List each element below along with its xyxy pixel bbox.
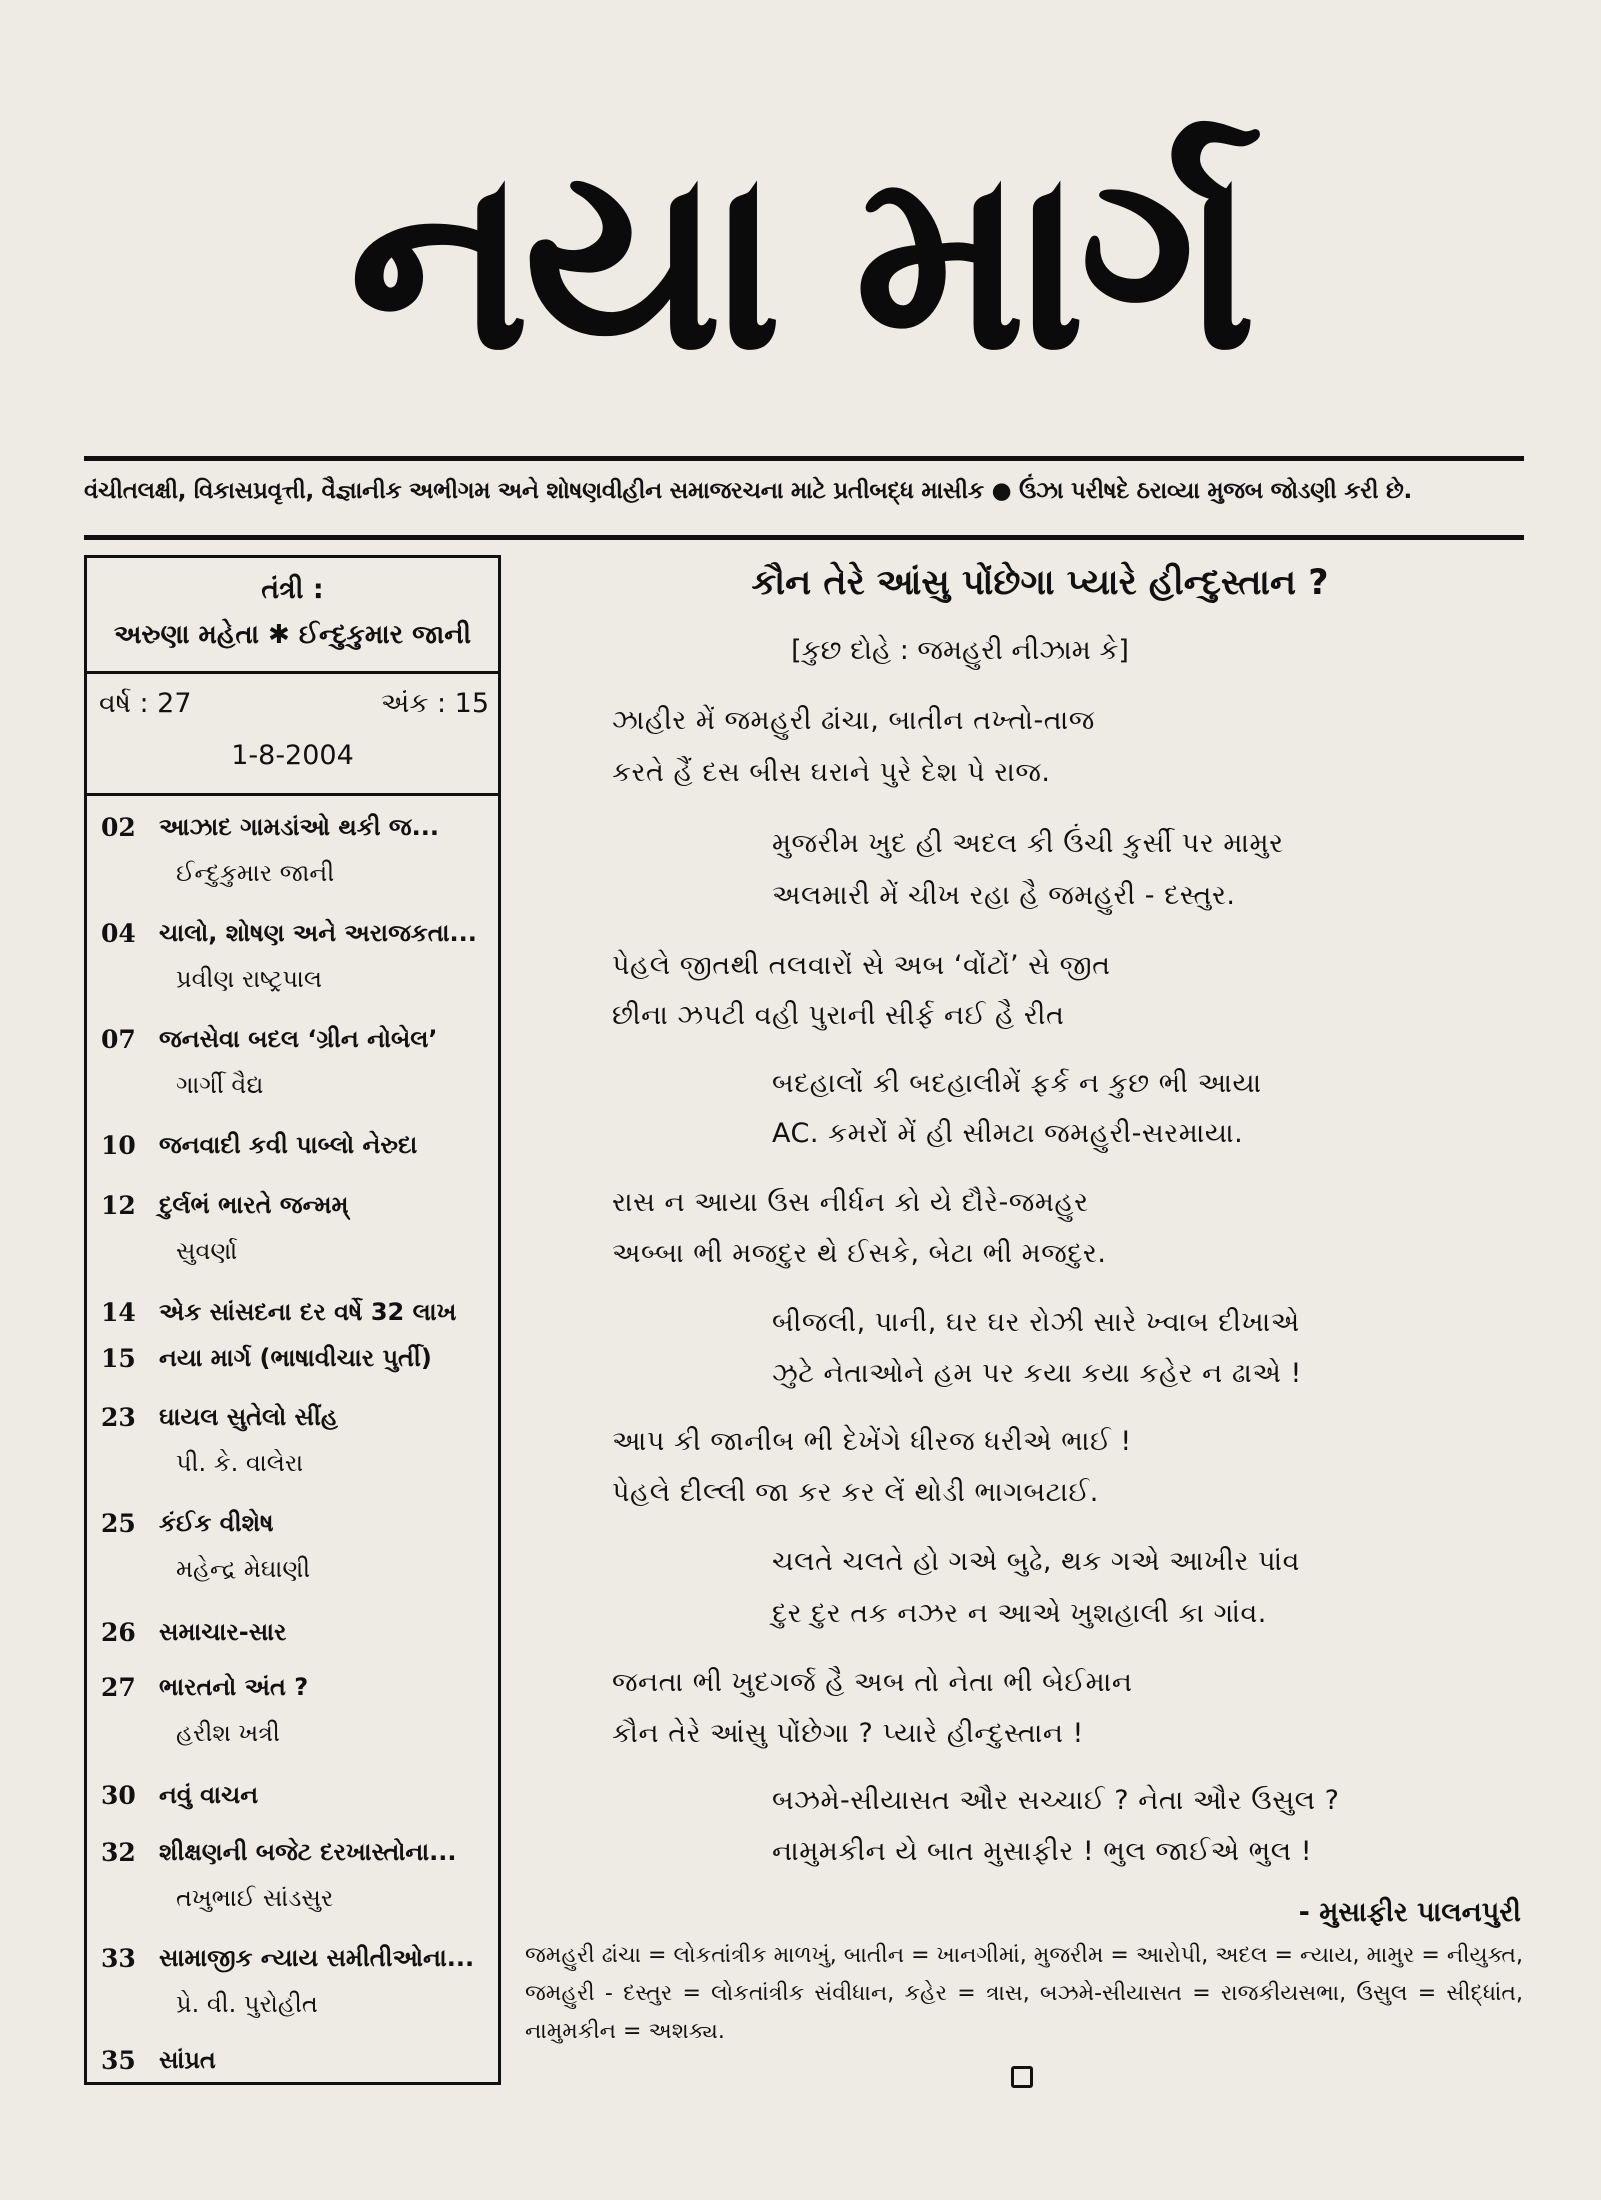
issue-divider	[87, 793, 498, 796]
toc-title: જનસેવા બદલ ‘ગ્રીન નોબેલ’	[159, 1025, 438, 1053]
poem-line: પેહલે દીલ્લી જા કર કર લેં થોડી ભાગબટાઈ.	[612, 1477, 1099, 1508]
toc-title: કંઈક વીશેષ	[159, 1509, 274, 1537]
toc-page: 32	[101, 1838, 136, 1867]
poem-line: ચલતે ચલતે હો ગએ બુઢે, થક ગએ આખીર પાંવ	[772, 1546, 1300, 1577]
contents-box	[84, 555, 501, 2085]
toc-title: ચાલો, શોષણ અને અરાજકતા...	[159, 919, 477, 947]
toc-page: 23	[101, 1403, 136, 1432]
toc-title: નયા માર્ગ (ભાષાવીચાર પુર્તી)	[159, 1344, 432, 1372]
poem-line: કરતે હૈં દસ બીસ ઘરાને પુરે દેશ પે રાજ.	[612, 757, 1051, 788]
poem-subtitle: [કુછ દોહે : જમહુરી નીઝામ કે]	[791, 635, 1129, 666]
toc-page: 12	[101, 1191, 136, 1220]
toc-author: પ્રે. વી. પુરોહીત	[176, 1990, 318, 2018]
end-mark-icon	[1011, 2066, 1033, 2088]
toc-author: પ્રવીણ રાષ્ટ્રપાલ	[176, 965, 322, 993]
toc-title: એક સાંસદના દર વર્ષે 32 લાખ	[159, 1298, 457, 1326]
toc-page: 07	[101, 1025, 136, 1054]
poem-line: બદહાલોં કી બદહાલીમેં ફર્ક ન કુછ ભી આયા	[772, 1068, 1262, 1099]
top-rule	[84, 456, 1524, 461]
toc-title: સમાચાર-સાર	[159, 1618, 287, 1646]
toc-title: સાંપ્રત	[159, 2046, 216, 2074]
toc-title: સામાજીક ન્યાય સમીતીઓના...	[159, 1944, 475, 1972]
toc-page: 10	[101, 1131, 136, 1160]
issue-number: અંક : 15	[380, 688, 489, 719]
toc-page: 30	[101, 1781, 136, 1810]
poem-line: ઝુટે નેતાઓને હમ પર કયા કયા કહેર ન ઢાએ !	[772, 1358, 1302, 1389]
poem-line: બીજલી, પાની, ઘર ઘર રોઝી સારે ખ્વાબ દીખાએ	[772, 1307, 1300, 1338]
toc-page: 02	[101, 813, 136, 842]
toc-title: ઘાયલ સુતેલો સીંહ	[159, 1403, 338, 1431]
toc-page: 25	[101, 1509, 136, 1538]
poem-line: આપ કી જાનીબ ભી દેખેંગે ધીરજ ધરીએ ભાઈ !	[612, 1426, 1132, 1457]
toc-title: ભારતનો અંત ?	[159, 1673, 309, 1701]
toc-author: પી. કે. વાલેરા	[176, 1449, 304, 1477]
issue-date: 1-8-2004	[231, 740, 354, 771]
toc-page: 15	[101, 1344, 136, 1373]
editor-label: તંત્રી :	[261, 574, 324, 605]
toc-author: હરીશ ખત્રી	[176, 1719, 280, 1747]
toc-page: 14	[101, 1298, 136, 1327]
toc-page: 33	[101, 1944, 136, 1973]
poem-line: રાસ ન આયા ઉસ નીર્ધન કો યે દૌરે-જમહુર	[612, 1187, 1089, 1218]
toc-title: જનવાદી કવી પાબ્લો નેરુદા	[159, 1131, 418, 1159]
poem-line: કૌન તેરે આંસુ પોંછેગા ? પ્યારે હીન્દુસ્તાન !	[612, 1718, 1084, 1749]
tagline: વંચીતલક્ષી, વિકાસપ્રવૃત્તી, વૈજ્ઞાનીક અભીગમ અને શોષણવીહીન સમાજરચના માટે પ્રતીબદ્ધ માસીક ● ઉંઝા પરીષદે ઠરાવ્યા મુજબ જોડણી કરી છે.	[84, 478, 1412, 504]
masthead	[210, 110, 1390, 410]
poem-line: પેહલે જીતથી તલવારોં સે અબ ‘વોંટોં’ સે જીત	[612, 950, 1111, 981]
poem-line: જનતા ભી ખુદગર્જ હૈ અબ તો નેતા ભી બેઈમાન	[612, 1667, 1133, 1698]
editor-divider	[87, 671, 498, 674]
toc-author: ઈન્દુકુમાર જાની	[176, 859, 335, 887]
issue-year: વર્ષ : 27	[99, 688, 192, 719]
poem-line: અલમારી મેં ચીખ રહા હૈ જમહુરી - દસ્તુર.	[772, 880, 1236, 911]
poem-line: છીના ઝપટી વહી પુરાની સીર્ફ નઈ હૈ રીત	[612, 1000, 1065, 1031]
toc-title: દુર્લભં ભારતે જન્મમ્	[159, 1191, 349, 1219]
poem-author: - મુસાફીર પાલનપુરી	[1298, 1897, 1521, 1928]
issue-info	[99, 688, 489, 720]
toc-page: 27	[101, 1673, 136, 1702]
poem-line: દુર દુર તક નઝર ન આએ ખુશહાલી કા ગાંવ.	[772, 1598, 1267, 1629]
glossary: જમહુરી ઢાંચા = લોકતાંત્રીક માળખું, બાતીન = ખાનગીમાં, મુજરીમ = આરોપી, અદલ = ન્યાય, મામુર = નીયુક્ત, જમહુરી - દસ્તુર = લોકતાંત્રીક સંવીધાન, કહેર = ત્રાસ, બઝમે-સીયાસત = રાજકીયસભા, ઉસુલ = સીદ્ધાંત, નામુમકીન = અશક્ય.	[525, 1943, 1523, 2044]
poem-line: AC. કમરોં મેં હી સીમટા જમહુરી-સરમાયા.	[772, 1118, 1244, 1149]
masthead-title: નયા માર્ગ	[349, 114, 1251, 405]
editor-names: અરુણા મહેતા ✱ ઈન્દુકુમાર જાની	[113, 620, 472, 650]
toc-page: 35	[101, 2046, 136, 2075]
toc-author: સુવર્ણા	[176, 1237, 238, 1265]
poem-line: બઝમે-સીયાસત ઔર સચ્ચાઈ ? નેતા ઔર ઉસુલ ?	[772, 1785, 1340, 1816]
poem-line: મુજરીમ ખુદ હી અદલ કી ઉંચી કુર્સી પર મામુર	[772, 828, 1284, 859]
tagline-rule	[84, 535, 1524, 540]
poem-line: નામુમકીન યે બાત મુસાફીર ! ભુલ જાઈએ ભુલ !	[772, 1836, 1313, 1867]
toc-title: આઝાદ ગામડાંઓ થકી જ...	[159, 813, 439, 841]
toc-page: 26	[101, 1618, 136, 1647]
poem-line: ઝાહીર મેં જમહુરી ઢાંચા, બાતીન તખ્તો-તાજ	[612, 705, 1095, 736]
toc-title: શીક્ષણની બજેટ દરખાસ્તોના...	[159, 1838, 457, 1866]
toc-author: મહેન્દ્ર મેઘાણી	[176, 1555, 311, 1583]
toc-title: નવું વાચન	[159, 1781, 259, 1809]
poem-line: અબ્બા ભી મજદુર થે ઈસકે, બેટા ભી મજદુર.	[612, 1238, 1107, 1269]
toc-author: ગાર્ગી વૈદ્ય	[176, 1071, 264, 1099]
poem-title: કૌન તેરે આંસુ પોંછેગા પ્યારે હીન્દુસ્તાન ?	[751, 563, 1329, 603]
toc-page: 04	[101, 919, 136, 948]
toc-author: તખુભાઈ સાંડસુર	[176, 1884, 334, 1912]
